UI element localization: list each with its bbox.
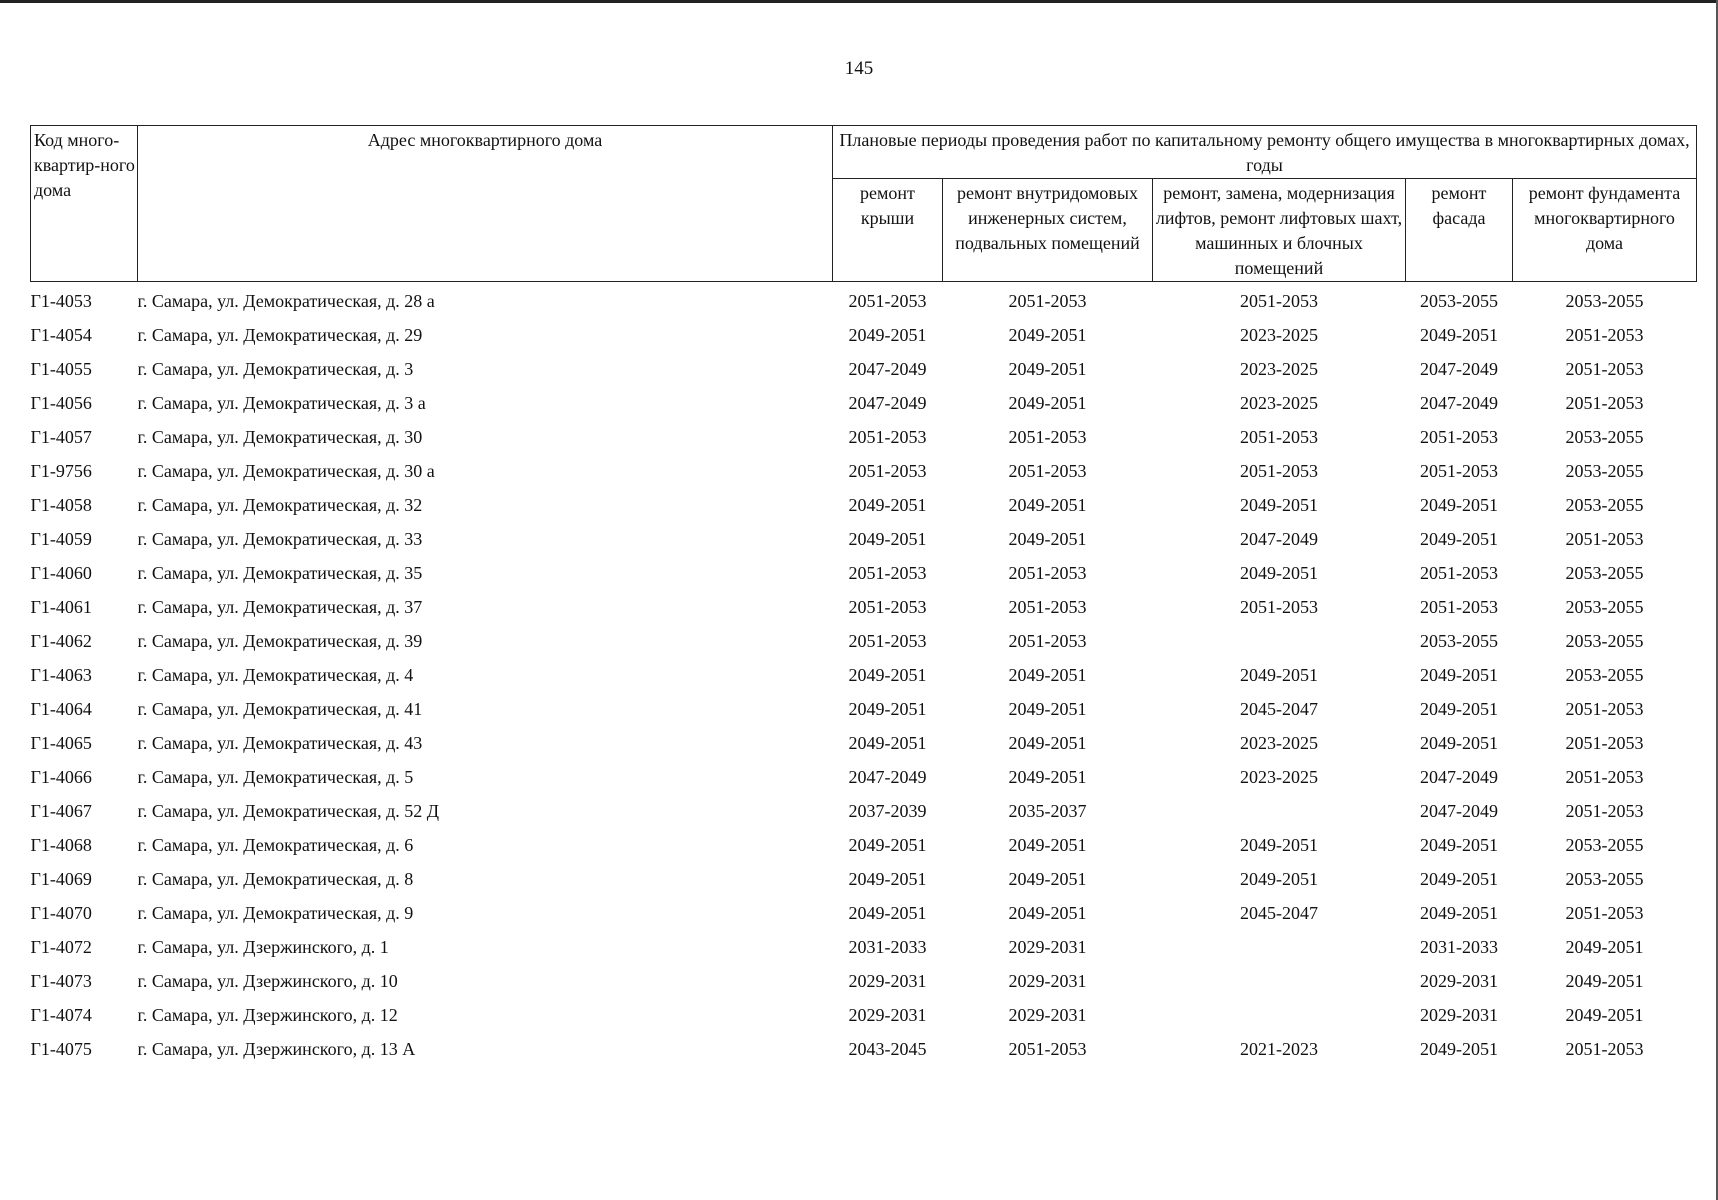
- cell-code: Г1-4073: [30, 971, 92, 991]
- cell-code: Г1-4053: [30, 291, 92, 311]
- cell-address: г. Самара, ул. Демократическая, д. 8: [137, 869, 414, 889]
- cell-address: г. Самара, ул. Дзержинского, д. 12: [137, 1005, 398, 1025]
- repair-schedule-table: [30, 125, 1697, 1066]
- cell-code: Г1-4060: [30, 563, 92, 583]
- cell-address: г. Самара, ул. Демократическая, д. 52 Д: [137, 801, 440, 821]
- cell-systems: 2051-2053: [1008, 597, 1087, 617]
- cell-address: г. Самара, ул. Демократическая, д. 3: [137, 359, 414, 379]
- table-row: [31, 522, 1697, 556]
- cell-systems: 2029-2031: [1008, 971, 1087, 991]
- cell-foundation: 2051-2053: [1565, 767, 1644, 787]
- cell-address: г. Самара, ул. Демократическая, д. 3 а: [137, 393, 426, 413]
- cell-roof: 2049-2051: [848, 733, 927, 753]
- table-row: [31, 658, 1697, 692]
- cell-systems: 2051-2053: [1008, 1039, 1087, 1059]
- cell-systems: 2049-2051: [1008, 733, 1087, 753]
- cell-roof: 2049-2051: [848, 529, 927, 549]
- cell-code: Г1-4070: [30, 903, 92, 923]
- cell-lifts: 2049-2051: [1240, 835, 1318, 855]
- cell-code: Г1-4067: [30, 801, 92, 821]
- cell-facade: 2053-2055: [1420, 631, 1498, 651]
- cell-roof: 2049-2051: [848, 495, 927, 515]
- cell-address: г. Самара, ул. Демократическая, д. 30 а: [137, 461, 435, 481]
- cell-code: Г1-4059: [30, 529, 92, 549]
- cell-address: г. Самара, ул. Демократическая, д. 5: [137, 767, 414, 787]
- cell-roof: 2051-2053: [848, 597, 927, 617]
- cell-foundation: 2051-2053: [1565, 1039, 1644, 1059]
- table-row: [31, 760, 1697, 794]
- cell-foundation: 2053-2055: [1565, 597, 1644, 617]
- cell-address: г. Самара, ул. Демократическая, д. 6: [137, 835, 414, 855]
- cell-foundation: 2053-2055: [1565, 291, 1644, 311]
- cell-address: г. Самара, ул. Демократическая, д. 4: [137, 665, 414, 685]
- cell-systems: 2049-2051: [1008, 495, 1087, 515]
- header-foundation: ремонт фундамента многоквартирного дома: [1513, 179, 1697, 282]
- cell-roof: 2037-2039: [848, 801, 927, 821]
- cell-facade: 2051-2053: [1420, 461, 1498, 481]
- cell-lifts: [1153, 794, 1406, 828]
- table-row: [31, 488, 1697, 522]
- cell-systems: 2051-2053: [1008, 461, 1087, 481]
- table-row: [31, 318, 1697, 352]
- cell-lifts: [1153, 624, 1406, 658]
- cell-address: г. Самара, ул. Демократическая, д. 35: [137, 563, 423, 583]
- cell-foundation: 2053-2055: [1565, 869, 1644, 889]
- cell-lifts: 2047-2049: [1240, 529, 1318, 549]
- cell-roof: 2029-2031: [848, 971, 927, 991]
- cell-foundation: 2053-2055: [1565, 427, 1644, 447]
- table-row: [31, 454, 1697, 488]
- cell-facade: 2051-2053: [1420, 563, 1498, 583]
- cell-lifts: 2045-2047: [1240, 699, 1318, 719]
- cell-lifts: [1153, 930, 1406, 964]
- cell-systems: 2049-2051: [1008, 359, 1087, 379]
- table-row: [31, 828, 1697, 862]
- cell-roof: 2047-2049: [848, 359, 927, 379]
- cell-systems: 2049-2051: [1008, 903, 1087, 923]
- header-address: Адрес многоквартирного дома: [138, 126, 833, 282]
- cell-facade: 2049-2051: [1420, 903, 1498, 923]
- cell-foundation: 2051-2053: [1565, 393, 1644, 413]
- cell-address: г. Самара, ул. Демократическая, д. 28 а: [137, 291, 435, 311]
- cell-foundation: 2051-2053: [1565, 733, 1644, 753]
- header-systems: ремонт внутридомовых инженерных систем, подвальных помещений: [943, 179, 1153, 282]
- cell-roof: 2031-2033: [848, 937, 927, 957]
- cell-foundation: 2053-2055: [1565, 495, 1644, 515]
- cell-foundation: 2053-2055: [1565, 665, 1644, 685]
- cell-foundation: 2053-2055: [1565, 461, 1644, 481]
- cell-facade: 2047-2049: [1420, 767, 1498, 787]
- cell-lifts: 2023-2025: [1240, 359, 1318, 379]
- table-row: [31, 896, 1697, 930]
- cell-foundation: 2051-2053: [1565, 699, 1644, 719]
- cell-systems: 2051-2053: [1008, 427, 1087, 447]
- table-row: [31, 930, 1697, 964]
- cell-address: г. Самара, ул. Демократическая, д. 37: [137, 597, 423, 617]
- table-row: [31, 1032, 1697, 1066]
- cell-facade: 2051-2053: [1420, 427, 1498, 447]
- cell-systems: 2051-2053: [1008, 631, 1087, 651]
- cell-roof: 2049-2051: [848, 869, 927, 889]
- cell-systems: 2049-2051: [1008, 529, 1087, 549]
- cell-facade: 2049-2051: [1420, 325, 1498, 345]
- cell-systems: 2049-2051: [1008, 325, 1087, 345]
- cell-roof: 2049-2051: [848, 835, 927, 855]
- cell-roof: 2049-2051: [848, 665, 927, 685]
- cell-address: г. Самара, ул. Демократическая, д. 30: [137, 427, 423, 447]
- cell-facade: 2031-2033: [1420, 937, 1498, 957]
- cell-address: г. Самара, ул. Дзержинского, д. 1: [137, 937, 389, 957]
- table-row: [31, 726, 1697, 760]
- cell-code: Г1-4061: [30, 597, 92, 617]
- cell-lifts: 2023-2025: [1240, 393, 1318, 413]
- cell-facade: 2029-2031: [1420, 1005, 1498, 1025]
- cell-foundation: 2051-2053: [1565, 325, 1644, 345]
- cell-facade: 2049-2051: [1420, 699, 1498, 719]
- cell-lifts: 2049-2051: [1240, 495, 1318, 515]
- cell-lifts: 2051-2053: [1240, 427, 1318, 447]
- top-border-line: [0, 0, 1718, 3]
- cell-foundation: 2049-2051: [1565, 937, 1644, 957]
- cell-systems: 2049-2051: [1008, 699, 1087, 719]
- cell-roof: 2051-2053: [848, 563, 927, 583]
- cell-lifts: 2045-2047: [1240, 903, 1318, 923]
- table-row: [31, 862, 1697, 896]
- header-facade: ремонт фасада: [1406, 179, 1513, 282]
- cell-address: г. Самара, ул. Дзержинского, д. 10: [137, 971, 398, 991]
- cell-lifts: [1153, 998, 1406, 1032]
- cell-systems: 2029-2031: [1008, 1005, 1087, 1025]
- cell-roof: 2051-2053: [848, 427, 927, 447]
- table-row: [31, 794, 1697, 828]
- cell-address: г. Самара, ул. Демократическая, д. 29: [137, 325, 423, 345]
- cell-foundation: 2049-2051: [1565, 971, 1644, 991]
- table-row: [31, 998, 1697, 1032]
- cell-code: Г1-4074: [30, 1005, 92, 1025]
- cell-foundation: 2051-2053: [1565, 529, 1644, 549]
- cell-systems: 2051-2053: [1008, 563, 1087, 583]
- cell-code: Г1-4056: [30, 393, 92, 413]
- cell-foundation: 2051-2053: [1565, 801, 1644, 821]
- cell-code: Г1-4072: [30, 937, 92, 957]
- cell-lifts: [1153, 964, 1406, 998]
- header-lifts: ремонт, замена, модернизация лифтов, ремонт лифтовых шахт, машинных и блочных помещений: [1153, 179, 1406, 282]
- cell-facade: 2053-2055: [1420, 291, 1498, 311]
- cell-foundation: 2049-2051: [1565, 1005, 1644, 1025]
- cell-code: Г1-4069: [30, 869, 92, 889]
- cell-roof: 2043-2045: [848, 1039, 927, 1059]
- cell-foundation: 2053-2055: [1565, 563, 1644, 583]
- cell-foundation: 2053-2055: [1565, 631, 1644, 651]
- cell-foundation: 2051-2053: [1565, 903, 1644, 923]
- cell-code: Г1-4057: [30, 427, 92, 447]
- cell-address: г. Самара, ул. Демократическая, д. 43: [137, 733, 423, 753]
- cell-lifts: 2049-2051: [1240, 563, 1318, 583]
- cell-code: Г1-4066: [30, 767, 92, 787]
- cell-lifts: 2049-2051: [1240, 869, 1318, 889]
- page-number: 145: [844, 58, 874, 79]
- cell-roof: 2049-2051: [848, 325, 927, 345]
- cell-lifts: 2051-2053: [1240, 597, 1318, 617]
- table-row: [31, 964, 1697, 998]
- cell-code: Г1-4075: [30, 1039, 92, 1059]
- cell-code: Г1-4068: [30, 835, 92, 855]
- cell-facade: 2049-2051: [1420, 495, 1498, 515]
- cell-roof: 2049-2051: [848, 903, 927, 923]
- cell-lifts: 2023-2025: [1240, 325, 1318, 345]
- cell-lifts: 2023-2025: [1240, 733, 1318, 753]
- cell-lifts: 2021-2023: [1240, 1039, 1318, 1059]
- cell-facade: 2029-2031: [1420, 971, 1498, 991]
- cell-roof: 2051-2053: [848, 631, 927, 651]
- cell-address: г. Самара, ул. Демократическая, д. 9: [137, 903, 414, 923]
- cell-systems: 2049-2051: [1008, 835, 1087, 855]
- cell-code: Г1-9756: [30, 461, 92, 481]
- cell-roof: 2051-2053: [848, 291, 927, 311]
- cell-roof: 2029-2031: [848, 1005, 927, 1025]
- cell-lifts: 2051-2053: [1240, 291, 1318, 311]
- cell-roof: 2051-2053: [848, 461, 927, 481]
- cell-lifts: 2023-2025: [1240, 767, 1318, 787]
- cell-facade: 2047-2049: [1420, 801, 1498, 821]
- table-body: [31, 282, 1697, 1067]
- cell-address: г. Самара, ул. Демократическая, д. 41: [137, 699, 423, 719]
- cell-code: Г1-4055: [30, 359, 92, 379]
- cell-facade: 2049-2051: [1420, 733, 1498, 753]
- cell-facade: 2049-2051: [1420, 835, 1498, 855]
- cell-code: Г1-4058: [30, 495, 92, 515]
- cell-code: Г1-4062: [30, 631, 92, 651]
- cell-address: г. Самара, ул. Демократическая, д. 33: [137, 529, 423, 549]
- table-row: [31, 692, 1697, 726]
- cell-lifts: 2051-2053: [1240, 461, 1318, 481]
- table-row: [31, 624, 1697, 658]
- cell-code: Г1-4063: [30, 665, 92, 685]
- cell-facade: 2049-2051: [1420, 869, 1498, 889]
- cell-systems: 2035-2037: [1008, 801, 1087, 821]
- cell-facade: 2049-2051: [1420, 1039, 1498, 1059]
- cell-systems: 2029-2031: [1008, 937, 1087, 957]
- cell-facade: 2047-2049: [1420, 359, 1498, 379]
- cell-facade: 2047-2049: [1420, 393, 1498, 413]
- cell-code: Г1-4064: [30, 699, 92, 719]
- header-periods: Плановые периоды проведения работ по капитальному ремонту общего имущества в многоквартирных домах, годы: [833, 126, 1697, 179]
- cell-foundation: 2053-2055: [1565, 835, 1644, 855]
- header-roof: ремонт крыши: [833, 179, 943, 282]
- cell-lifts: 2049-2051: [1240, 665, 1318, 685]
- cell-address: г. Самара, ул. Демократическая, д. 39: [137, 631, 423, 651]
- cell-facade: 2051-2053: [1420, 597, 1498, 617]
- table-row: [31, 386, 1697, 420]
- cell-systems: 2049-2051: [1008, 869, 1087, 889]
- cell-systems: 2049-2051: [1008, 665, 1087, 685]
- cell-facade: 2049-2051: [1420, 665, 1498, 685]
- table-row: [31, 420, 1697, 454]
- cell-roof: 2047-2049: [848, 393, 927, 413]
- cell-roof: 2047-2049: [848, 767, 927, 787]
- cell-code: Г1-4065: [30, 733, 92, 753]
- table-row: [31, 352, 1697, 386]
- cell-code: Г1-4054: [30, 325, 92, 345]
- cell-facade: 2049-2051: [1420, 529, 1498, 549]
- table-row: [31, 556, 1697, 590]
- cell-address: г. Самара, ул. Демократическая, д. 32: [137, 495, 423, 515]
- cell-systems: 2049-2051: [1008, 393, 1087, 413]
- cell-systems: 2049-2051: [1008, 767, 1087, 787]
- table-row: [31, 282, 1697, 319]
- cell-roof: 2049-2051: [848, 699, 927, 719]
- header-code: Код много-квартир-ного дома: [31, 126, 138, 282]
- table-row: [31, 590, 1697, 624]
- cell-foundation: 2051-2053: [1565, 359, 1644, 379]
- cell-address: г. Самара, ул. Дзержинского, д. 13 А: [137, 1039, 416, 1059]
- table-header: [31, 126, 1697, 282]
- cell-systems: 2051-2053: [1008, 291, 1087, 311]
